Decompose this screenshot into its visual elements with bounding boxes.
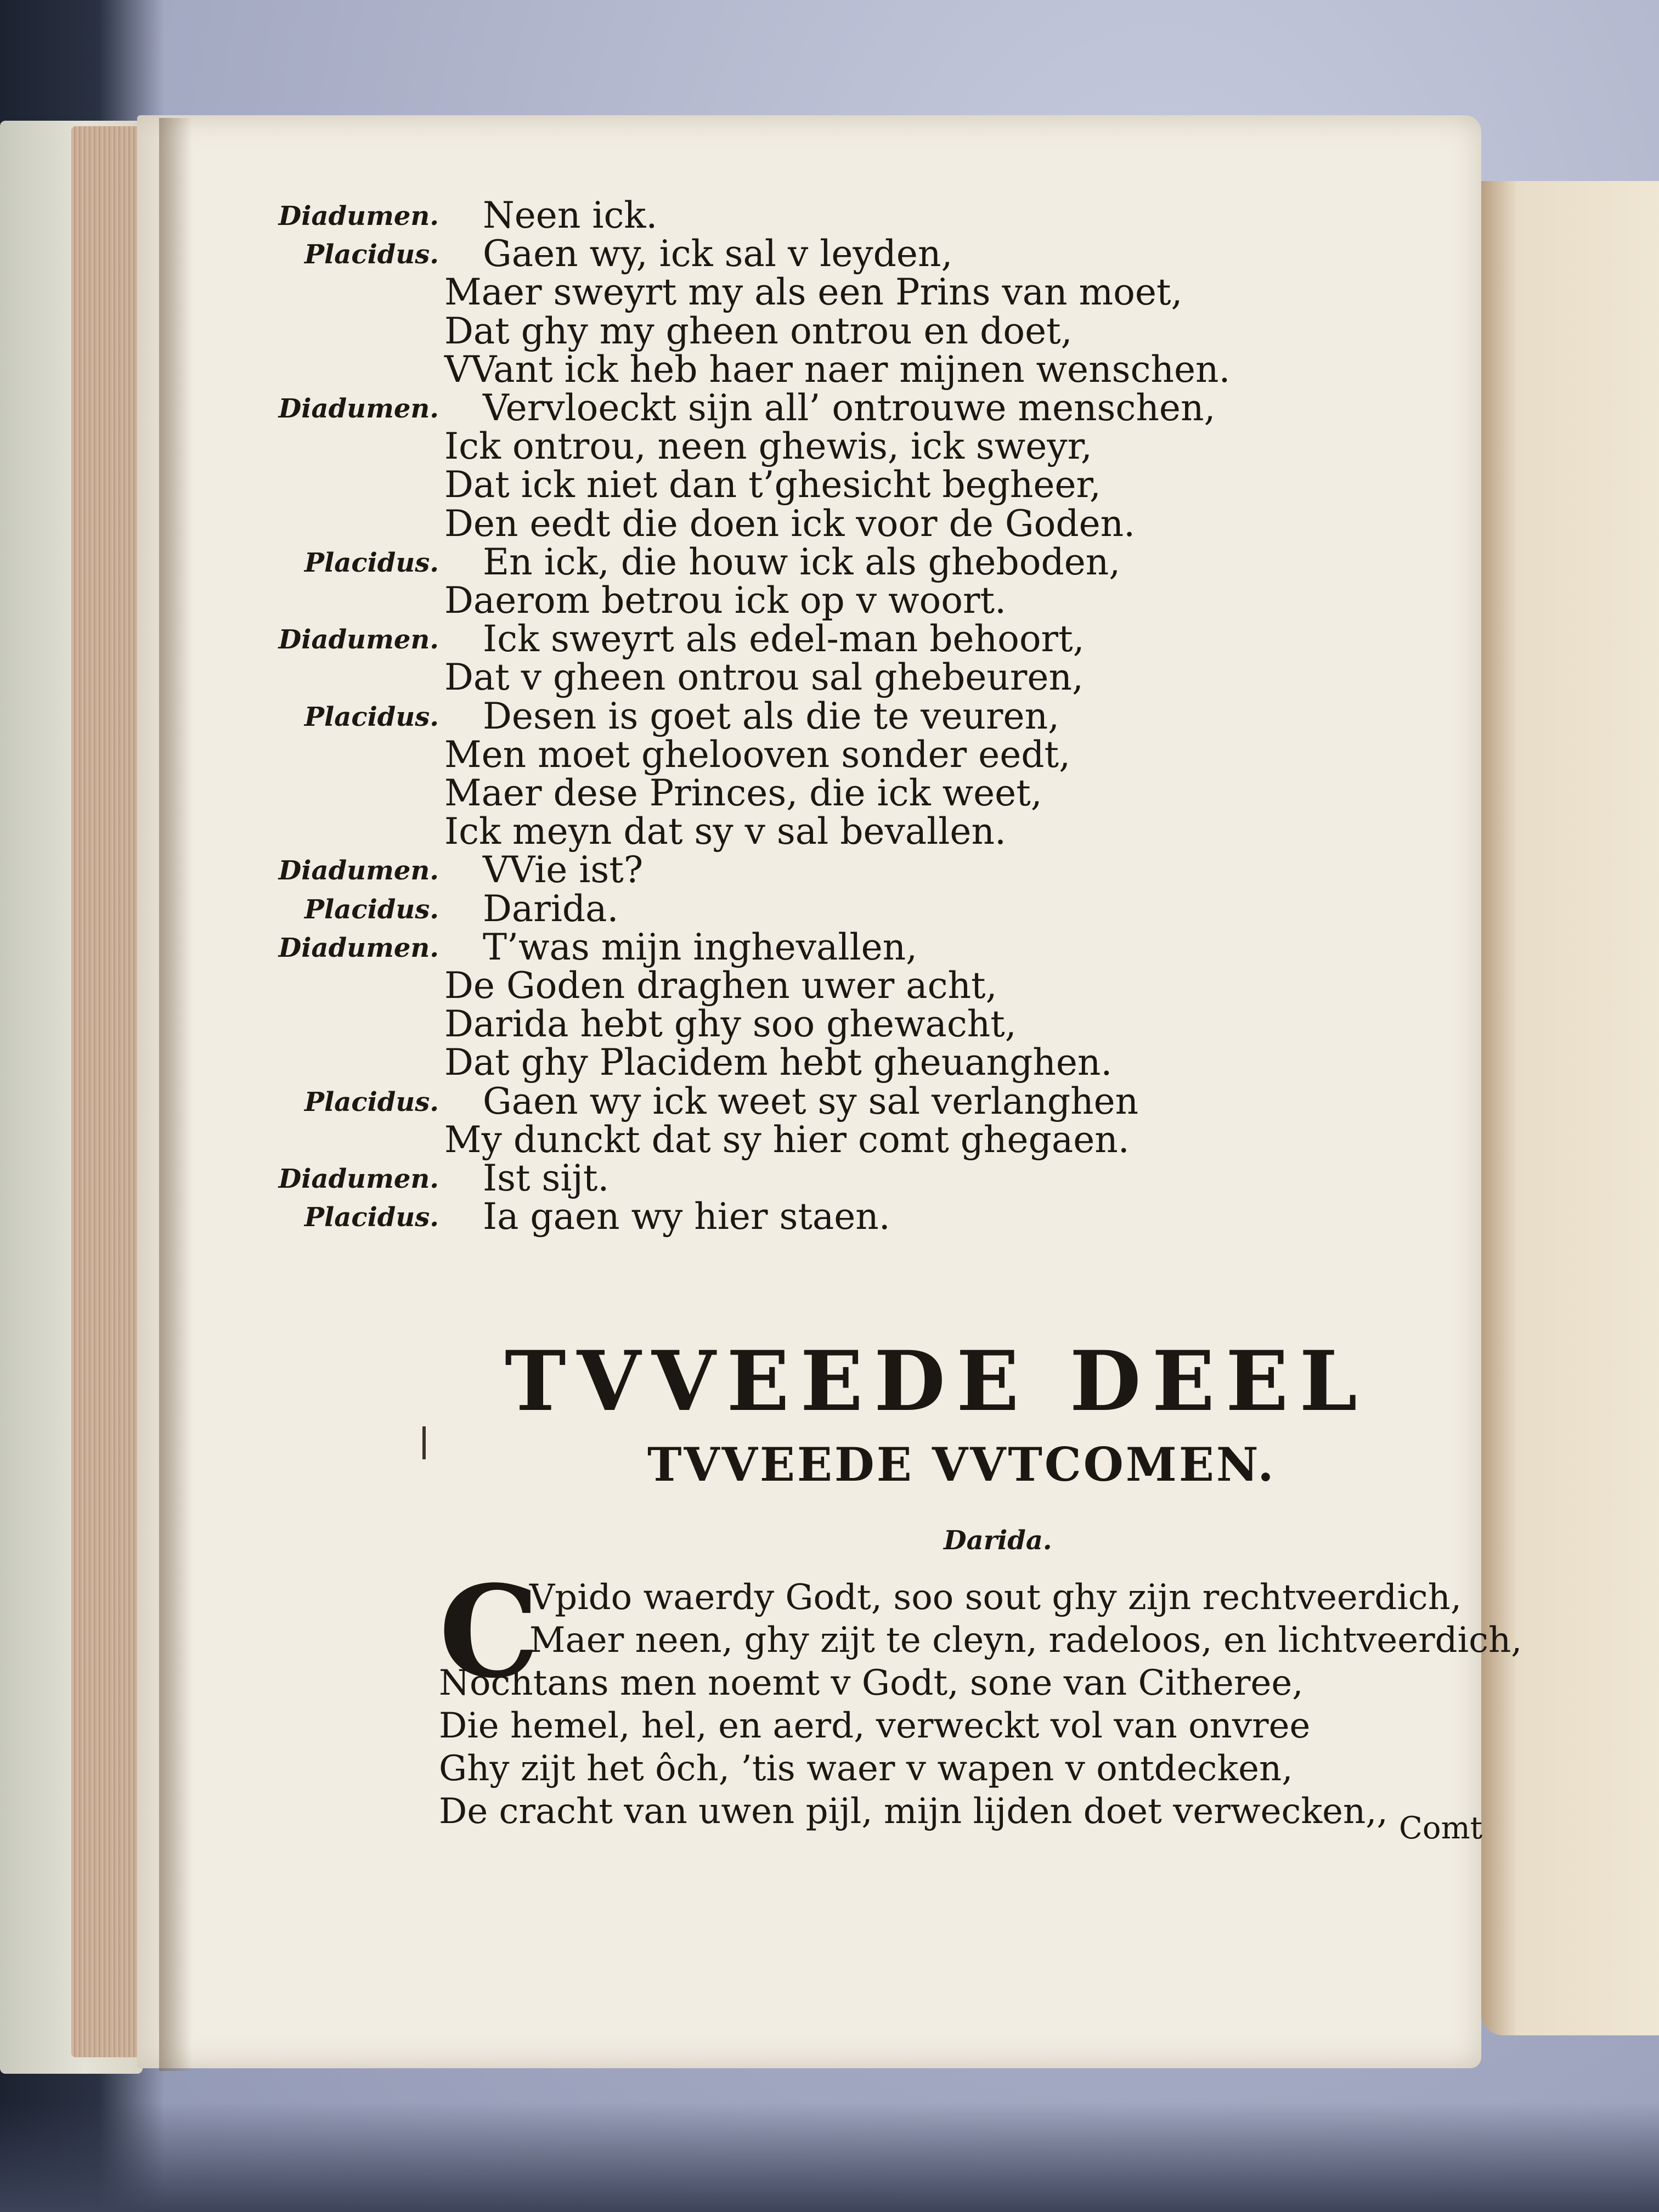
speaker-label: Placidus. [304, 239, 439, 270]
section-heading: TVVEEDE DEEL [505, 1333, 1368, 1430]
dialogue-line: Dat ick niet dan t’ghesicht begheer, [444, 464, 1101, 506]
dialogue-line: Ia gaen wy hier staen. [483, 1195, 890, 1238]
dialogue-line: VVant ick heb haer naer mijnen wenschen. [444, 348, 1231, 391]
dialogue-line: Darida hebt ghy soo ghewacht, [444, 1003, 1017, 1046]
dialogue-line: Gaen wy, ick sal v leyden, [483, 233, 953, 275]
speaker-label: Diadumen. [278, 201, 439, 232]
dialogue-line: En ick, die houw ick als gheboden, [483, 540, 1121, 583]
dialogue-line: Ist sijt. [483, 1157, 610, 1199]
verse-line: De cracht van uwen pijl, mijn lijden doet verwecken,, [439, 1791, 1388, 1832]
spine-shadow [159, 118, 192, 2071]
section-subheading: TVVEEDE VVTCOMEN. [647, 1437, 1276, 1492]
verse-line: Die hemel, hel, en aerd, verweckt vol van onvree [439, 1706, 1311, 1746]
dialogue-line: Dat ghy Placidem hebt gheuanghen. [444, 1041, 1113, 1084]
background-cloth-bottom [0, 2102, 1659, 2212]
dialogue-line: Desen is goet als die te veuren, [483, 695, 1060, 737]
speaker-label: Diadumen. [278, 624, 439, 656]
dialogue-line: De Goden draghen uwer acht, [444, 964, 997, 1007]
verse-line: Nochtans men noemt v Godt, sone van Citheree, [439, 1663, 1304, 1703]
drop-cap: C [439, 1558, 540, 1706]
margin-mark [422, 1426, 426, 1459]
dialogue-line: Men moet ghelooven sonder eedt, [444, 733, 1071, 776]
dialogue-line: Daerom betrou ick op v woort. [444, 579, 1007, 622]
speaker-label: Diadumen. [278, 855, 439, 887]
speaker-label: Placidus. [304, 701, 439, 732]
verse-line: Maer neen, ghy zijt te cleyn, radeloos, en lichtveerdich, [529, 1620, 1522, 1661]
speaker-label: Placidus. [304, 894, 439, 925]
dialogue-line: VVie ist? [483, 849, 644, 891]
verse-line: Vpido waerdy Godt, soo sout ghy zijn rechtveerdich, [529, 1577, 1462, 1618]
verse-line: Ghy zijt het ôch, ’tis waer v wapen v ontdecken, [439, 1748, 1293, 1789]
dialogue-line: Den eedt die doen ick voor de Goden. [444, 502, 1136, 545]
section-speaker: Darida. [944, 1525, 1052, 1556]
dialogue-line: Vervloeckt sijn all’ ontrouwe menschen, [483, 387, 1216, 429]
dialogue-line: Ick sweyrt als edel-man behoort, [483, 618, 1085, 661]
dialogue-line: Ick ontrou, neen ghewis, ick sweyr, [444, 425, 1092, 468]
dialogue-line: Dat ghy my gheen ontrou en doet, [444, 309, 1073, 352]
dialogue-line: Dat v gheen ontrou sal ghebeuren, [444, 656, 1084, 699]
dialogue-line: Ick meyn dat sy v sal bevallen. [444, 810, 1006, 853]
speaker-label: Diadumen. [278, 1164, 439, 1194]
dialogue-line: Maer sweyrt my als een Prins van moet, [444, 271, 1183, 314]
speaker-label: Placidus. [304, 1202, 439, 1233]
dialogue-line: My dunckt dat sy hier comt ghegaen. [444, 1118, 1130, 1161]
speaker-label: Placidus. [304, 547, 439, 578]
speaker-label: Diadumen. [278, 393, 439, 424]
catchword: Comt [1399, 1810, 1483, 1846]
speaker-label: Placidus. [304, 1086, 439, 1118]
dialogue-line: T’was mijn inghevallen, [483, 926, 918, 968]
facing-page-right [1481, 181, 1659, 2035]
dialogue-line: Darida. [483, 887, 619, 930]
dialogue-line: Gaen wy ick weet sy sal verlanghen [483, 1080, 1139, 1122]
speaker-label: Diadumen. [278, 932, 439, 963]
dialogue-line: Neen ick. [483, 194, 658, 236]
dialogue-line: Maer dese Princes, die ick weet, [444, 772, 1042, 814]
